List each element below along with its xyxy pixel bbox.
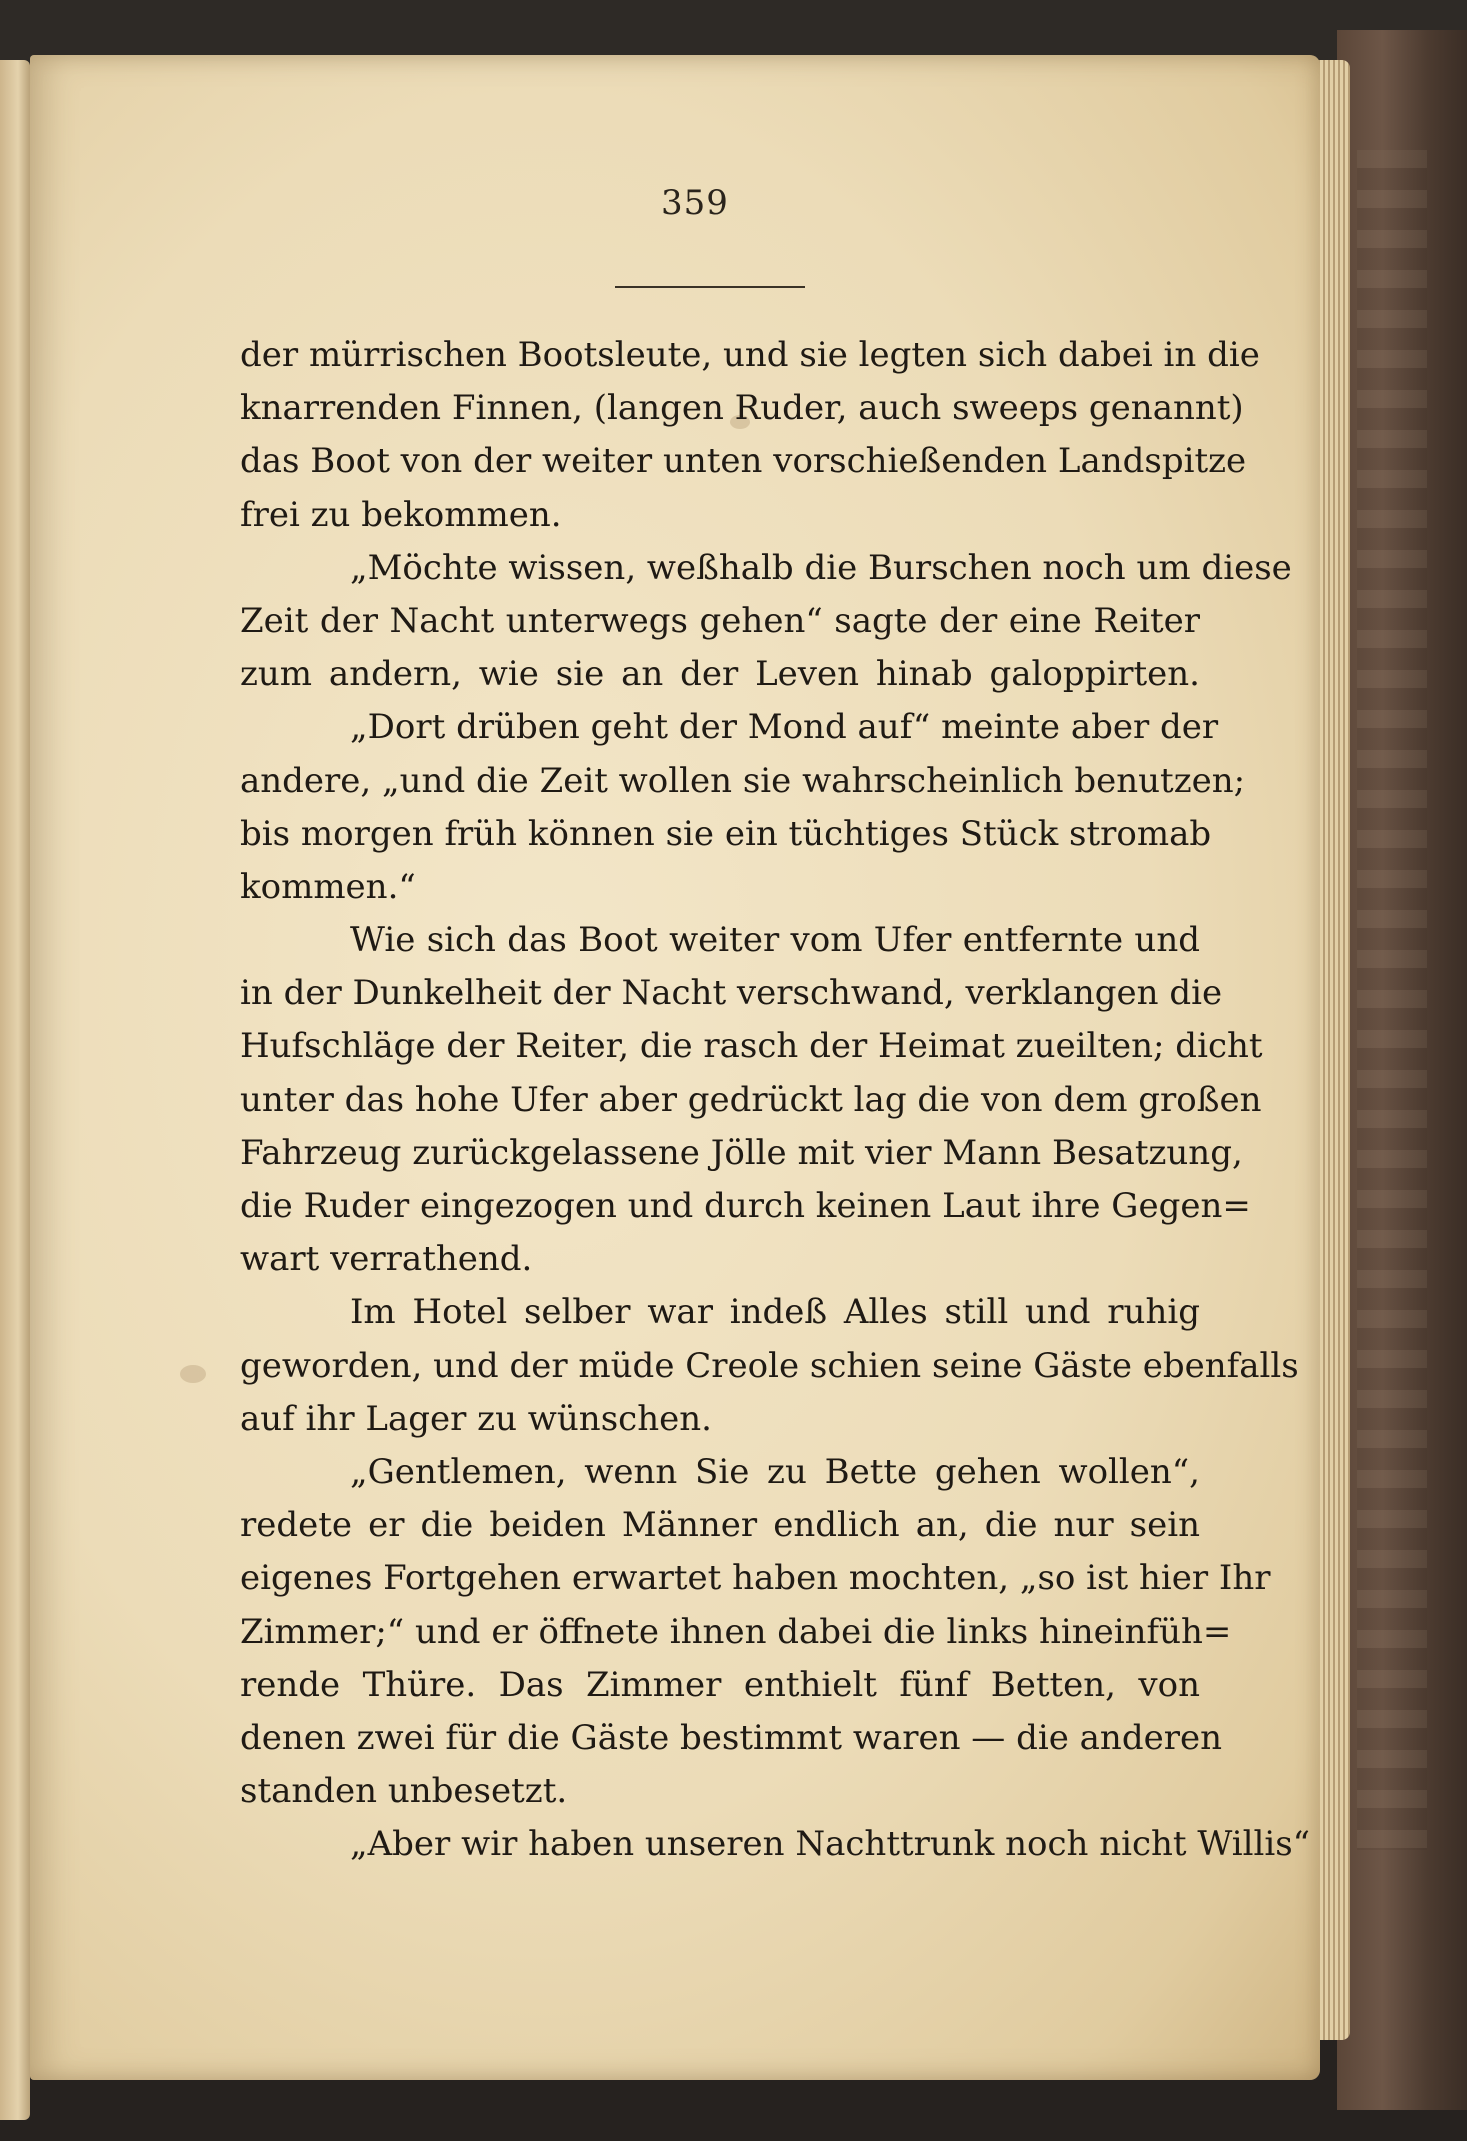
text-line: knarrenden Finnen, (langen Ruder, auch sweeps genannt) bbox=[240, 388, 1244, 429]
text-line: redete er die beiden Männer endlich an, die nur sein bbox=[240, 1505, 1200, 1546]
text-line: Wie sich das Boot weiter vom Ufer entfernte und bbox=[350, 920, 1200, 961]
text-line: zum andern, wie sie an der Leven hinab galoppirten. bbox=[240, 654, 1200, 695]
book-cover-edge bbox=[1337, 30, 1467, 2110]
text-line: in der Dunkelheit der Nacht verschwand, verklangen die bbox=[240, 973, 1223, 1014]
text-line: wart verrathend. bbox=[240, 1239, 533, 1280]
text-line: „Gentlemen, wenn Sie zu Bette gehen wollen“, bbox=[350, 1451, 1200, 1492]
text-line: Zimmer;“ und er öffnete ihnen dabei die links hineinfüh= bbox=[240, 1611, 1232, 1652]
text-line: denen zwei für die Gäste bestimmt waren — die anderen bbox=[240, 1717, 1222, 1758]
body-text bbox=[240, 329, 1311, 1871]
text-line: standen unbesetzt. bbox=[240, 1771, 568, 1812]
text-line: „Möchte wissen, weßhalb die Burschen noch um diese bbox=[350, 547, 1292, 588]
text-line: Fahrzeug zurückgelassene Jölle mit vier Mann Besatzung, bbox=[240, 1132, 1243, 1173]
previous-page-edge bbox=[0, 60, 30, 2120]
text-line: die Ruder eingezogen und durch keinen Laut ihre Gegen= bbox=[240, 1186, 1251, 1226]
text-line: rende Thüre. Das Zimmer enthielt fünf Betten, von bbox=[240, 1664, 1200, 1705]
text-line: unter das hohe Ufer aber gedrückt lag die von dem großen bbox=[240, 1079, 1262, 1120]
text-line: „Dort drüben geht der Mond auf“ meinte aber der bbox=[350, 707, 1219, 748]
text-line: geworden, und der müde Creole schien seine Gäste ebenfalls bbox=[240, 1345, 1299, 1386]
header-rule bbox=[615, 286, 805, 288]
text-line: der mürrischen Bootsleute, und sie legten sich dabei in die bbox=[240, 335, 1260, 375]
text-line: Hufschläge der Reiter, die rasch der Heimat zueilten; dicht bbox=[240, 1026, 1263, 1067]
text-line: eigenes Fortgehen erwartet haben mochten, „so ist hier Ihr bbox=[240, 1558, 1271, 1599]
text-line: auf ihr Lager zu wünschen. bbox=[240, 1398, 712, 1439]
text-line: bis morgen früh können sie ein tüchtiges Stück stromab bbox=[240, 813, 1212, 854]
paper-stain bbox=[180, 1365, 206, 1383]
page-number: 359 bbox=[661, 183, 729, 223]
text-line: das Boot von der weiter unten vorschießenden Landspitze bbox=[240, 441, 1247, 482]
book-page bbox=[30, 55, 1320, 2080]
text-line: „Aber wir haben unseren Nachttrunk noch nicht Willis“ bbox=[350, 1824, 1311, 1865]
text-line: frei zu bekommen. bbox=[240, 494, 562, 535]
text-line: Zeit der Nacht unterwegs gehen“ sagte der eine Reiter bbox=[240, 600, 1200, 641]
text-line: Im Hotel selber war indeß Alles still und ruhig bbox=[350, 1292, 1200, 1333]
text-line: andere, „und die Zeit wollen sie wahrscheinlich benutzen; bbox=[240, 760, 1246, 801]
text-line: kommen.“ bbox=[240, 866, 416, 907]
